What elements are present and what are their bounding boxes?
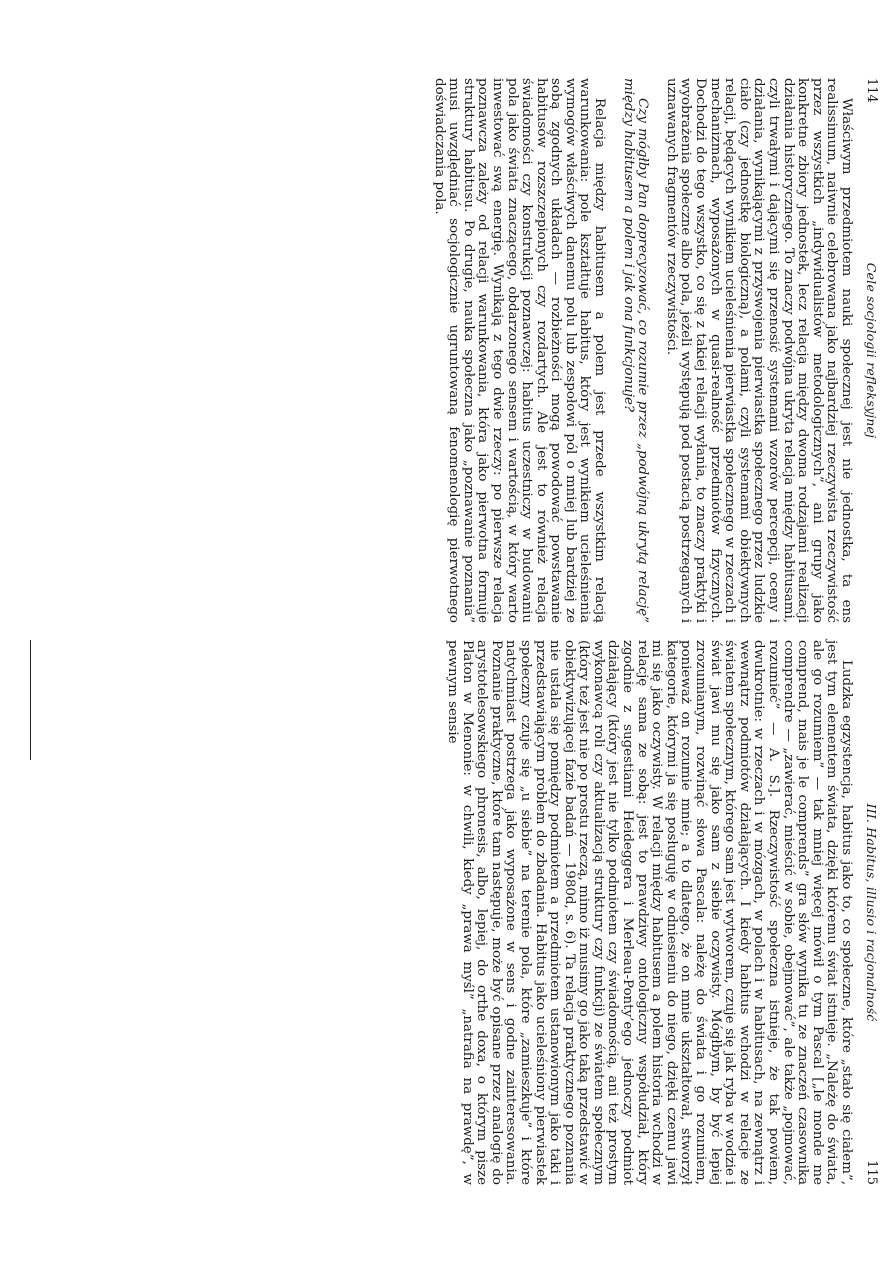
right-page-number: 115: [864, 1160, 879, 1185]
left-page-number: 114: [864, 78, 879, 103]
paragraph: Właściwym przedmiotem nauki społecznej jest nie jednostka, ta ens realissimum, naiwnie celebrowana jako najbardziej rzeczywista rzeczywistość przez wszystkich „indywidualistów metodologicznych”, ani grupy jako konkretne zbiory jednostek, lecz relacja między dwoma rodzajami realizacji działania historycznego. To znaczy podwójna ukryta relacja między habitusami, czyli trwałymi i dającymi się przenosić systemami wzorów percepcji, oceny i działania, wynikającymi z przyswojenia pierwiastka społecznego przez ludzkie ciało (czy jednostkę biologiczną), a polami, czyli systemami obiektywnych relacji, będących wynikiem ucieleśnienia pierwiastka społecznego w rzeczach i mechanizmach, wyposażonych w quasi-realność przedmiotów fizycznych. Dochodzi do tego wszystko, co się z takiej relacji wyłania, to znaczy praktyki i wyobrażenia społeczne albo pola, jeżeli występują pod postacią postrzeganych i uznawanych fragmentów rzeczywistości.: [663, 78, 854, 623]
right-running-head: [857, 640, 879, 1185]
paragraph: Ludzka egzystencja, habitus jako to, co społeczne, które „stało się ciałem”, jest tym elementem świata, dzięki któremu świat istnieje. „Należę do świata, ale go rozumiem” — tak mniej więcej mówił o tym Pascal [„le monde me comprend, mais je le comprends” gra słów wynika tu ze znaczeń czasownika comprendre — „zawierać, mieścić w sobie, obejmować”, ale także „pojmować, rozumieć” — A. S.]. Rzeczywistość społeczna istnieje, że tak powiem, dwukrotnie: w rzeczach i w mózgach, w polach i w habitusach, na zewnątrz i wewnątrz podmiotów działających. I kiedy habitus wchodzi w relacje ze światem społecznym, którego sam jest wytworem, czuje się jak ryba w wodzie i świat jawi mu się jako sam z siebie oczywisty. Mógłbym, by być lepiej zrozumianym, rozwinąć słowa Pascala: należę do świata i go rozumiem, ponieważ on rozumie mnie; a to dlatego, że on mnie ukształtował, stworzył kategorie, którymi ja się posługuję w odniesieniu do niego, dzięki czemu jawi mi się jako oczywisty. W relacji między habitusem a polem historia wchodzi w relację sama ze sobą: jest to prawdziwy ontologiczny współudział, który zgodnie z sugestiami Heideggera i Merleau-Ponty’ego jednoczy podmiot działający (który jest nie tylko podmiotem czy świadomością, ani też prostym wykonawcą roli czy aktualizacją struktury czy funkcji) ze światem społecznym (który też jest nie po prostu rzeczą, mimo iż musimy go jako taką przedstawić w obiektywizującej fazie badań — 1980d, s. 6). Ta relacja praktycznego poznania nie ustala się pomiędzy podmiotem a przedmiotem ustanowionym jako taki i przedstawiającym problem do zbadania. Habitus jako ucieleśniony pierwiastek społeczny czuje się „u siebie” na terenie pola, które „zamieszkuje” i które natychmiast postrzega jako wyposażone w sens i godne zainteresowania. Poznanie praktyczne, które tam następuje, może być opisane przez analogię do arystotelesowskiego phronesis, albo, lepiej, do orthe doxa, o którym pisze Platon w Menonie: w chwili, kiedy „prawa myśl” „natrafia na prawdę”, w pewnym sensie: [444, 640, 854, 1185]
right-page: [0, 640, 893, 1185]
left-page-body: [431, 78, 853, 623]
interview-question: Czy mógłby Pan doprecyzować, co rozumie przez „podwójną ukrytą relację” między habitusem a polem i jak ona funkcjonuje?: [620, 78, 651, 623]
left-running-title: Cele socjologii refleksyjnej: [864, 262, 879, 439]
right-running-title: III. Habitus, illusio i racjonalność: [864, 803, 879, 1022]
right-page-body: [444, 640, 853, 1185]
paragraph: Relacja między habitusem a polem jest przede wszystkim relacją warunkowania: pole kształtuje habitus, który jest wynikiem ucieleśnienia wymogów właściwych danemu polu lub zespołowi pól o mniej lub bardziej ze sobą zgodnych układach — rozbieżności mogą powodować powstawanie habitusów rozszczepionych czy rozdartych. Ale jest to również relacja świadomości czy konstrukcji poznawczej: habitus uczestniczy w budowaniu pola jako świata znaczącego, obdarzonego sensem i wartością, w który warto inwestować swą energię. Wynikają z tego dwie rzeczy: po pierwsze relacja poznawcza zależy od relacji warunkowania, która jako pierwotna formuje struktury habitusu. Po drugie, nauka społeczna jako „poznawanie poznania” musi uwzględniać socjologicznie ugruntowaną fenomenologię pierwotnego doświadczania pola.: [431, 78, 608, 623]
left-page: [0, 78, 893, 623]
left-running-head: [857, 78, 879, 623]
footnote-separator-rule: [30, 640, 31, 760]
